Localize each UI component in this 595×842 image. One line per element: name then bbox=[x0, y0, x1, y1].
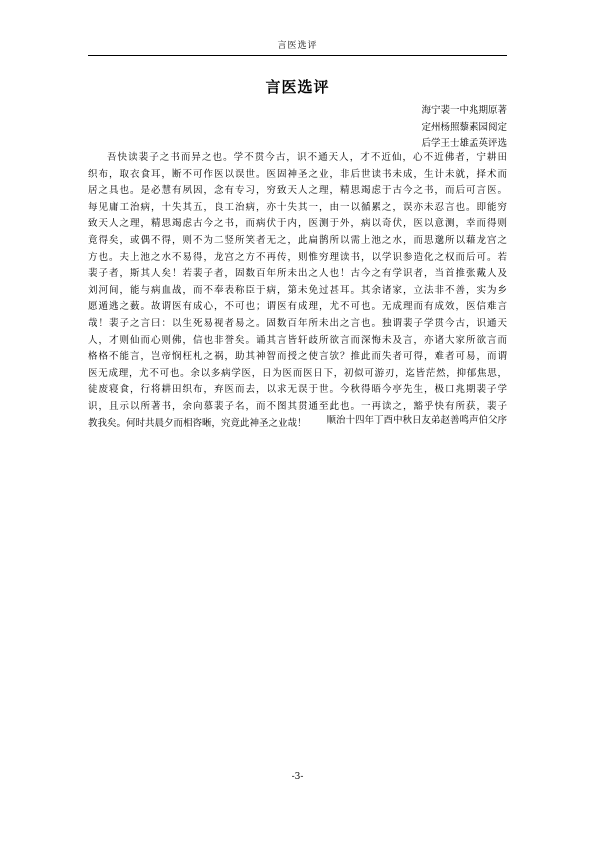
body-line: 格格不能言，岂帝悯枉札之祸，助其神智而授之使言欤？推此而失者可得，难者可易，而谓 bbox=[88, 351, 507, 363]
body-line: 人，才则仙而心则佛，信也非誉矣。诵其言皆轩歧所欲言而深悔未及言，亦诸大家所欲言而 bbox=[88, 334, 507, 346]
preface-body bbox=[88, 150, 507, 432]
body-line: 方也。夫上池之水不易得，龙宫之方不再传，则惟穷理读书，以学识参造化之权而后可。若 bbox=[88, 251, 507, 263]
body-line: 识，且示以所著书，余向慕裴子名，而不图其贯通至此也。一再读之，豁乎快有所获，裴子 bbox=[88, 400, 507, 412]
body-line: 竟得矣，或偶不得，则不为二竖所笑者无之，此扁鹊所以需上池之水，而思邈所以藉龙宫之 bbox=[88, 234, 507, 246]
body-line: 医无成理，尤不可也。余以多病学医，日为医而医日下，初似可游刃，迄皆茫然，抑郁焦思， bbox=[88, 367, 507, 379]
body-line: 徒废寝食，行将耕田织布，弃医而去，以求无误于世。今秋得晤今亭先生，极口兆期裴子学 bbox=[88, 384, 507, 396]
body-line: 居之具也。是必慧有夙因，念有专习，穷致天人之理，精思竭虑于古今之书，而后可言医。 bbox=[88, 185, 507, 197]
body-line: 每见庸工治病，十失其五，良工治病，亦十失其一，由一以循累之，误亦未忍言也。即能穷 bbox=[88, 201, 507, 213]
running-header: 言医选评 bbox=[277, 41, 318, 51]
credit-reviewer: 定州杨照藜素园阅定 bbox=[421, 121, 507, 133]
header-rule bbox=[88, 55, 507, 56]
credit-editor: 后学王士雄孟英评选 bbox=[421, 138, 507, 149]
body-line: 吾快读裴子之书而异之也。学不贯今古，识不通天人，才不近仙，心不近佛者，宁耕田 bbox=[107, 152, 507, 163]
body-line: 致天人之理，精思竭虑古今之书，而病伏于内，医测于外，病以奇伏，医以意测，幸而得则 bbox=[88, 218, 507, 230]
body-line: 愿遁逃之薮。故谓医有成心，不可也；谓医有成理，尤不可也。无成理而有成效，医信难言 bbox=[88, 301, 507, 313]
preface-signature: 顺治十四年丁酉中秋日友弟赵善鸣声伯父序 bbox=[326, 415, 507, 426]
credit-author: 海宁裴一中兆期原著 bbox=[421, 105, 507, 116]
author-credits bbox=[307, 103, 507, 153]
page-title: 言医选评 bbox=[265, 78, 330, 96]
body-line: 哉！裴子之言曰：以生死易视者易之。固数百年所未出之言也。独谓裴子学贯今古，识通天 bbox=[88, 317, 507, 329]
page-number: -3- bbox=[291, 772, 304, 782]
body-line: 织布，取衣食耳，断不可作医以误世。医固神圣之业，非后世读书未成，生计未就，择术而 bbox=[88, 168, 507, 180]
body-line: 教我矣。何时共晨夕而相咨晰，究竟此神圣之业哉！ bbox=[88, 417, 307, 429]
body-line: 裴子者，斯其人矣！若裴子者，固数百年所未出之人也！古今之有学识者，当首推张戴人及 bbox=[88, 268, 507, 280]
body-line: 刘河间，能与病血战，而不奉表称臣于病，第未免过甚耳。其余诸家，立法非不善，实为乡 bbox=[88, 284, 507, 296]
